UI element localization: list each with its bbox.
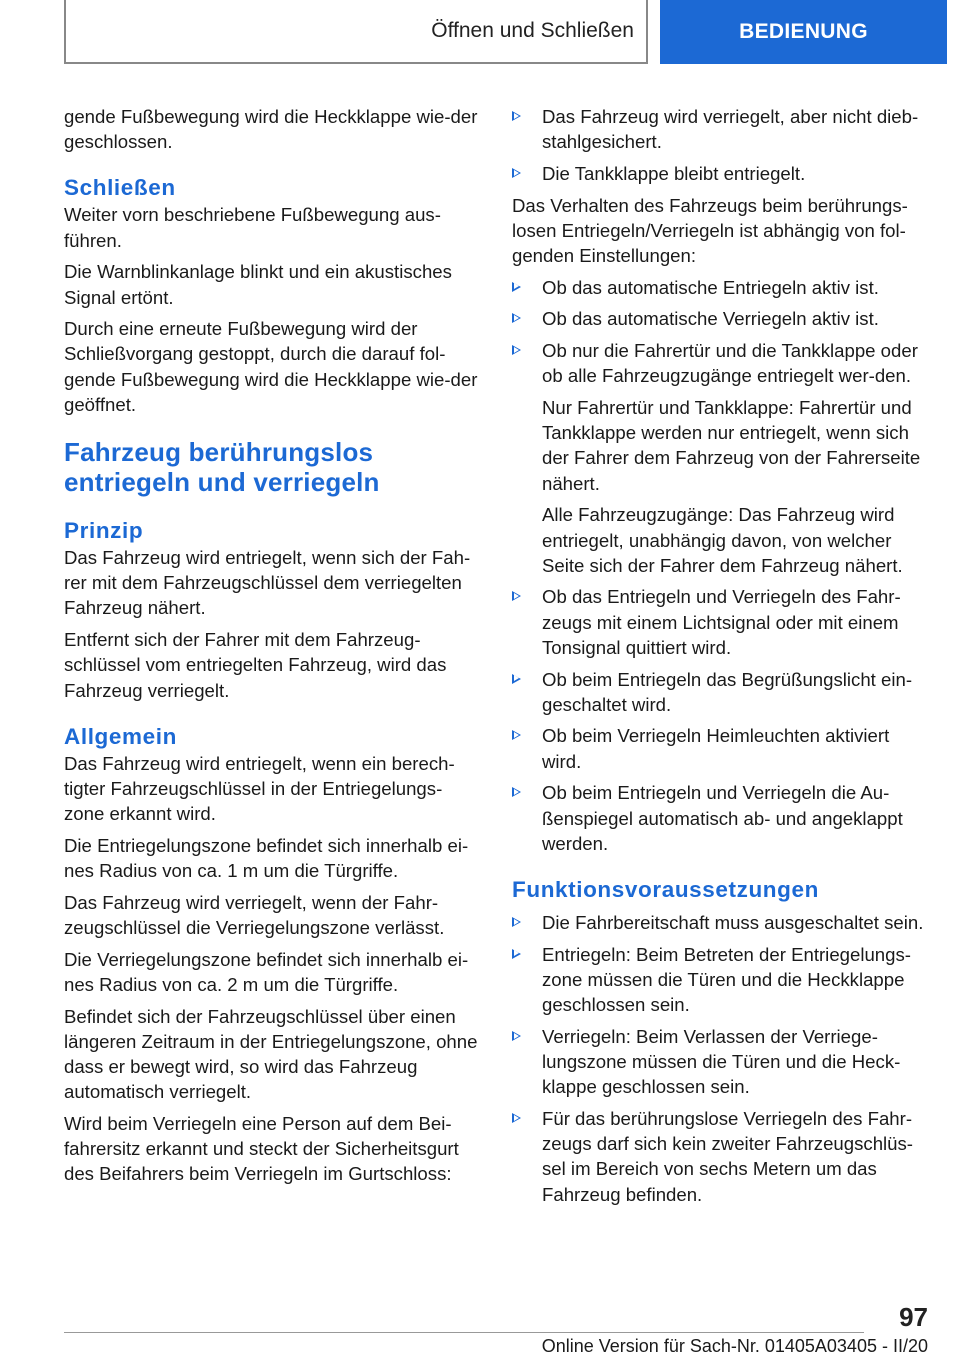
bullet-list	[512, 104, 930, 186]
page-number: 97	[899, 1302, 928, 1332]
bullet-triangle-icon	[512, 949, 521, 959]
paragraph: Entfernt sich der Fahrer mit dem Fahrzeug-schlüssel vom entriegelten Fahrzeug, wird das Fahrzeug verriegelt.	[64, 629, 447, 701]
paragraph: Weiter vorn beschriebene Fußbewegung aus-führen.	[64, 204, 441, 251]
left-column	[64, 104, 480, 1193]
bullet-triangle-icon	[512, 1113, 521, 1123]
paragraph: Die Verriegelungszone befindet sich innerhalb ei-nes Radius von ca. 2 m um die Türgriffe.	[64, 948, 469, 995]
list-item: Ob beim Entriegeln und Verriegeln die Au-ßenspiegel automatisch ab- und angeklappt werden.	[512, 780, 930, 856]
paragraph: Befindet sich der Fahrzeugschlüssel über einen längeren Zeitraum in der Entriegelungszone, ohne dass er bewegt wird, so wird das Fahrzeug automatisch verriegelt.	[64, 1005, 478, 1103]
list-item: Die Fahrbereitschaft muss ausgeschaltet sein.	[512, 910, 930, 935]
header-section-tab[interactable]	[660, 0, 947, 64]
heading-main: Fahrzeug berührungslos entriegeln und verriegeln	[64, 437, 380, 498]
right-column	[512, 104, 930, 1213]
list-item: Entriegeln: Beim Betreten der Entriegelungs-zone müssen die Türen und die Heckklappe geschlossen sein.	[512, 942, 930, 1018]
paragraph: Das Verhalten des Fahrzeugs beim berührungs-losen Entriegeln/Verriegeln ist abhängig von fol-genden Einstellungen:	[512, 194, 908, 267]
sub-paragraph: Nur Fahrertür und Tankklappe: Fahrertür und Tankklappe werden nur entriegelt, wenn sich der Fahrer dem Fahrzeug von der Fahrerseite nähert.	[542, 397, 921, 494]
list-item: Ob das Entriegeln und Verriegeln des Fahr-zeugs mit einem Lichtsignal oder mit einem Tonsignal quittiert wird.	[512, 584, 930, 660]
list-item: Für das berührungslose Verriegeln des Fahr-zeugs darf sich kein zweiter Fahrzeugschlüs-sel im Bereich von sechs Metern um das Fahrzeug befinden.	[512, 1106, 930, 1207]
heading-prinzip: Prinzip	[64, 518, 144, 544]
footer-divider	[64, 1332, 864, 1333]
paragraph: Das Fahrzeug wird entriegelt, wenn sich der Fah-rer mit dem Fahrzeugschlüssel dem verriegelten Fahrzeug nähert.	[64, 547, 471, 619]
paragraph: Das Fahrzeug wird verriegelt, wenn der Fahr-zeugschlüssel die Verriegelungszone verlässt.	[64, 891, 445, 938]
bullet-list	[512, 910, 930, 1207]
list-item: Die Tankklappe bleibt entriegelt.	[512, 161, 930, 186]
paragraph: Durch eine erneute Fußbewegung wird der Schließvorgang gestoppt, durch die darauf fol-gende Fußbewegung wird die Heckklappe wie-der geöffnet.	[64, 318, 478, 415]
paragraph: Die Entriegelungszone befindet sich innerhalb ei-nes Radius von ca. 1 m um die Türgriffe.	[64, 834, 469, 882]
bullet-triangle-icon	[512, 282, 521, 292]
list-item: Das Fahrzeug wird verriegelt, aber nicht dieb-stahlgesichert.	[512, 104, 930, 154]
bullet-triangle-icon	[512, 730, 521, 740]
bullet-triangle-icon	[512, 1031, 521, 1041]
bullet-triangle-icon	[512, 111, 521, 121]
bullet-triangle-icon	[512, 345, 521, 355]
paragraph: Die Warnblinkanlage blinkt und ein akustisches Signal ertönt.	[64, 261, 452, 308]
bullet-triangle-icon	[512, 787, 521, 797]
paragraph: Das Fahrzeug wird entriegelt, wenn ein berech-tigter Fahrzeugschlüssel in der Entriegelungs-zone erkannt wird.	[64, 752, 455, 825]
paragraph: Wird beim Verriegeln eine Person auf dem Bei-fahrersitz erkannt und steckt der Sicherheitsgurt des Beifahrers beim Verriegeln im Gurtschloss:	[64, 1112, 459, 1185]
paragraph: gende Fußbewegung wird die Heckklappe wie-der geschlossen.	[64, 106, 478, 153]
footer-online-version: Online Version für Sach-Nr. 01405A03405 - II/20	[541, 1336, 928, 1356]
heading-funktionsvoraussetzungen: Funktionsvoraussetzungen	[512, 876, 819, 902]
list-item: Ob das automatische Verriegeln aktiv ist.	[512, 306, 930, 331]
list-item: Ob das automatische Entriegeln aktiv ist.	[512, 275, 930, 300]
heading-schliessen: Schließen	[64, 175, 176, 201]
bullet-triangle-icon	[512, 917, 521, 927]
section-title: BEDIENUNG	[739, 20, 868, 43]
bullet-list	[512, 275, 930, 856]
chapter-title: Öffnen und Schließen	[431, 19, 634, 42]
heading-allgemein: Allgemein	[64, 723, 177, 749]
bullet-triangle-icon	[512, 168, 521, 178]
sub-paragraph: Alle Fahrzeugzugänge: Das Fahrzeug wird entriegelt, unabhängig davon, von welcher Seite sich der Fahrer dem Fahrzeug nähert.	[542, 504, 903, 576]
bullet-triangle-icon	[512, 591, 521, 601]
bullet-triangle-icon	[512, 313, 521, 323]
list-item: Ob beim Verriegeln Heimleuchten aktiviert wird.	[512, 723, 930, 773]
list-item: Verriegeln: Beim Verlassen der Verriege-lungszone müssen die Türen und die Heck-klappe geschlossen sein.	[512, 1024, 930, 1100]
header-chapter	[64, 0, 648, 64]
list-item: Ob beim Entriegeln das Begrüßungslicht ein-geschaltet wird.	[512, 667, 930, 717]
list-item: Ob nur die Fahrertür und die Tankklappe oder ob alle Fahrzeugzugänge entriegelt wer-den. Nur Fahrertür und Tankklappe: Fahrertür und Tankklappe werden nur entriegelt, wenn sich der Fahrer dem Fahrzeug von der Fahrerseite nähert. Alle Fahrzeugzugänge: Das Fahrzeug wird entriegelt, unabhängig davon, von welcher Seite sich der Fahrer dem Fahrzeug nähert.	[512, 338, 930, 578]
bullet-triangle-icon	[512, 674, 521, 684]
